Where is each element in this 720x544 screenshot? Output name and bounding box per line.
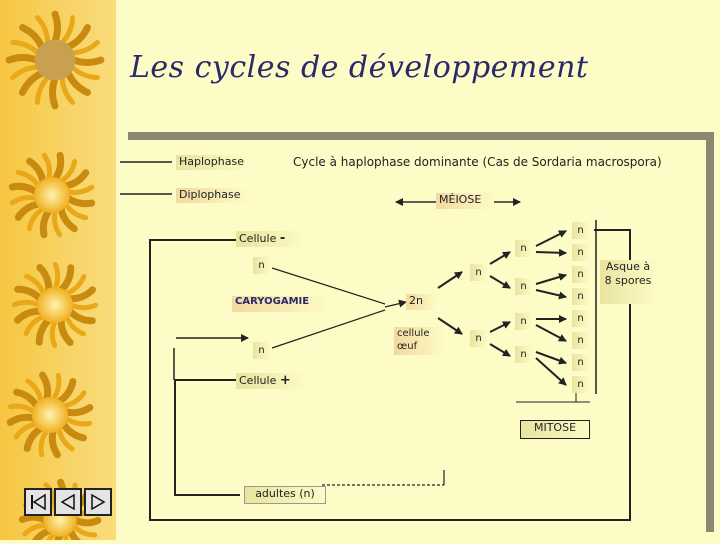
spore-n-3: n — [572, 266, 589, 283]
meiose2-arrow-c — [490, 322, 510, 332]
spore-n-6: n — [572, 332, 589, 349]
meiose-label: MÉIOSE — [436, 193, 494, 209]
spore-n-4: n — [572, 288, 589, 305]
meiose1-arrow-up — [438, 272, 462, 288]
cycle-title: Cycle à haplophase dominante (Cas de Sordaria macrospora) — [293, 155, 662, 169]
adultes-label: adultes (n) — [244, 486, 326, 504]
mitose-label: MITOSE — [520, 420, 590, 439]
mitose-arrow — [536, 252, 566, 253]
n-meiose2-c: n — [515, 313, 532, 330]
n-meiose2-d: n — [515, 346, 532, 363]
merge-arrow — [385, 302, 406, 307]
mitose-arrow — [536, 275, 566, 284]
cellule-plus — [236, 373, 306, 389]
plus-sign: + — [279, 373, 291, 388]
shadow-bar — [128, 132, 714, 140]
n-meiose2-a: n — [515, 240, 532, 257]
cellule-minus-text: Cellule — [239, 232, 280, 245]
minus-sign: - — [279, 231, 286, 246]
meiose2-arrow-a — [490, 252, 510, 264]
legend-haplophase: Haplophase — [176, 155, 248, 170]
first-slide-icon — [26, 490, 50, 514]
n-meiose1-top: n — [470, 264, 487, 281]
previous-slide-button[interactable] — [54, 488, 82, 516]
mitose-arrow — [536, 231, 566, 246]
spore-n-5: n — [572, 310, 589, 327]
spore-n-2: n — [572, 244, 589, 261]
first-slide-button[interactable] — [24, 488, 52, 516]
outer-cycle-line — [150, 230, 630, 520]
n-meiose2-b: n — [515, 278, 532, 295]
spore-n-7: n — [572, 354, 589, 371]
asque-label: Asque à 8 spores — [600, 260, 656, 304]
cellule-minus — [236, 231, 306, 247]
slide-title: Les cycles de développement — [130, 50, 589, 85]
spore-n-1: n — [572, 222, 589, 239]
mitose-arrows — [536, 231, 566, 385]
merge-line-bottom — [272, 310, 385, 348]
mitose-arrow — [536, 290, 566, 297]
next-slide-icon — [86, 490, 110, 514]
oeuf-label: cellule œuf — [394, 327, 444, 355]
n-cell-minus: n — [253, 257, 270, 274]
meiose2-arrow-d — [490, 344, 510, 356]
mitose-arrow — [536, 325, 566, 341]
meiose2-arrow-b — [490, 276, 510, 288]
next-slide-button[interactable] — [84, 488, 112, 516]
n-meiose1-bottom: n — [470, 330, 487, 347]
caryogamie-label: CARYOGAMIE — [232, 296, 330, 312]
inner-cycle-line — [175, 380, 250, 495]
spore-n-8: n — [572, 376, 589, 393]
cellule-plus-text: Cellule — [239, 374, 280, 387]
n-cell-plus: n — [253, 342, 270, 359]
two-n-label: 2n — [406, 294, 436, 310]
previous-slide-icon — [56, 490, 80, 514]
legend-diplophase: Diplophase — [176, 188, 248, 203]
shadow-bar-vertical — [706, 132, 714, 532]
